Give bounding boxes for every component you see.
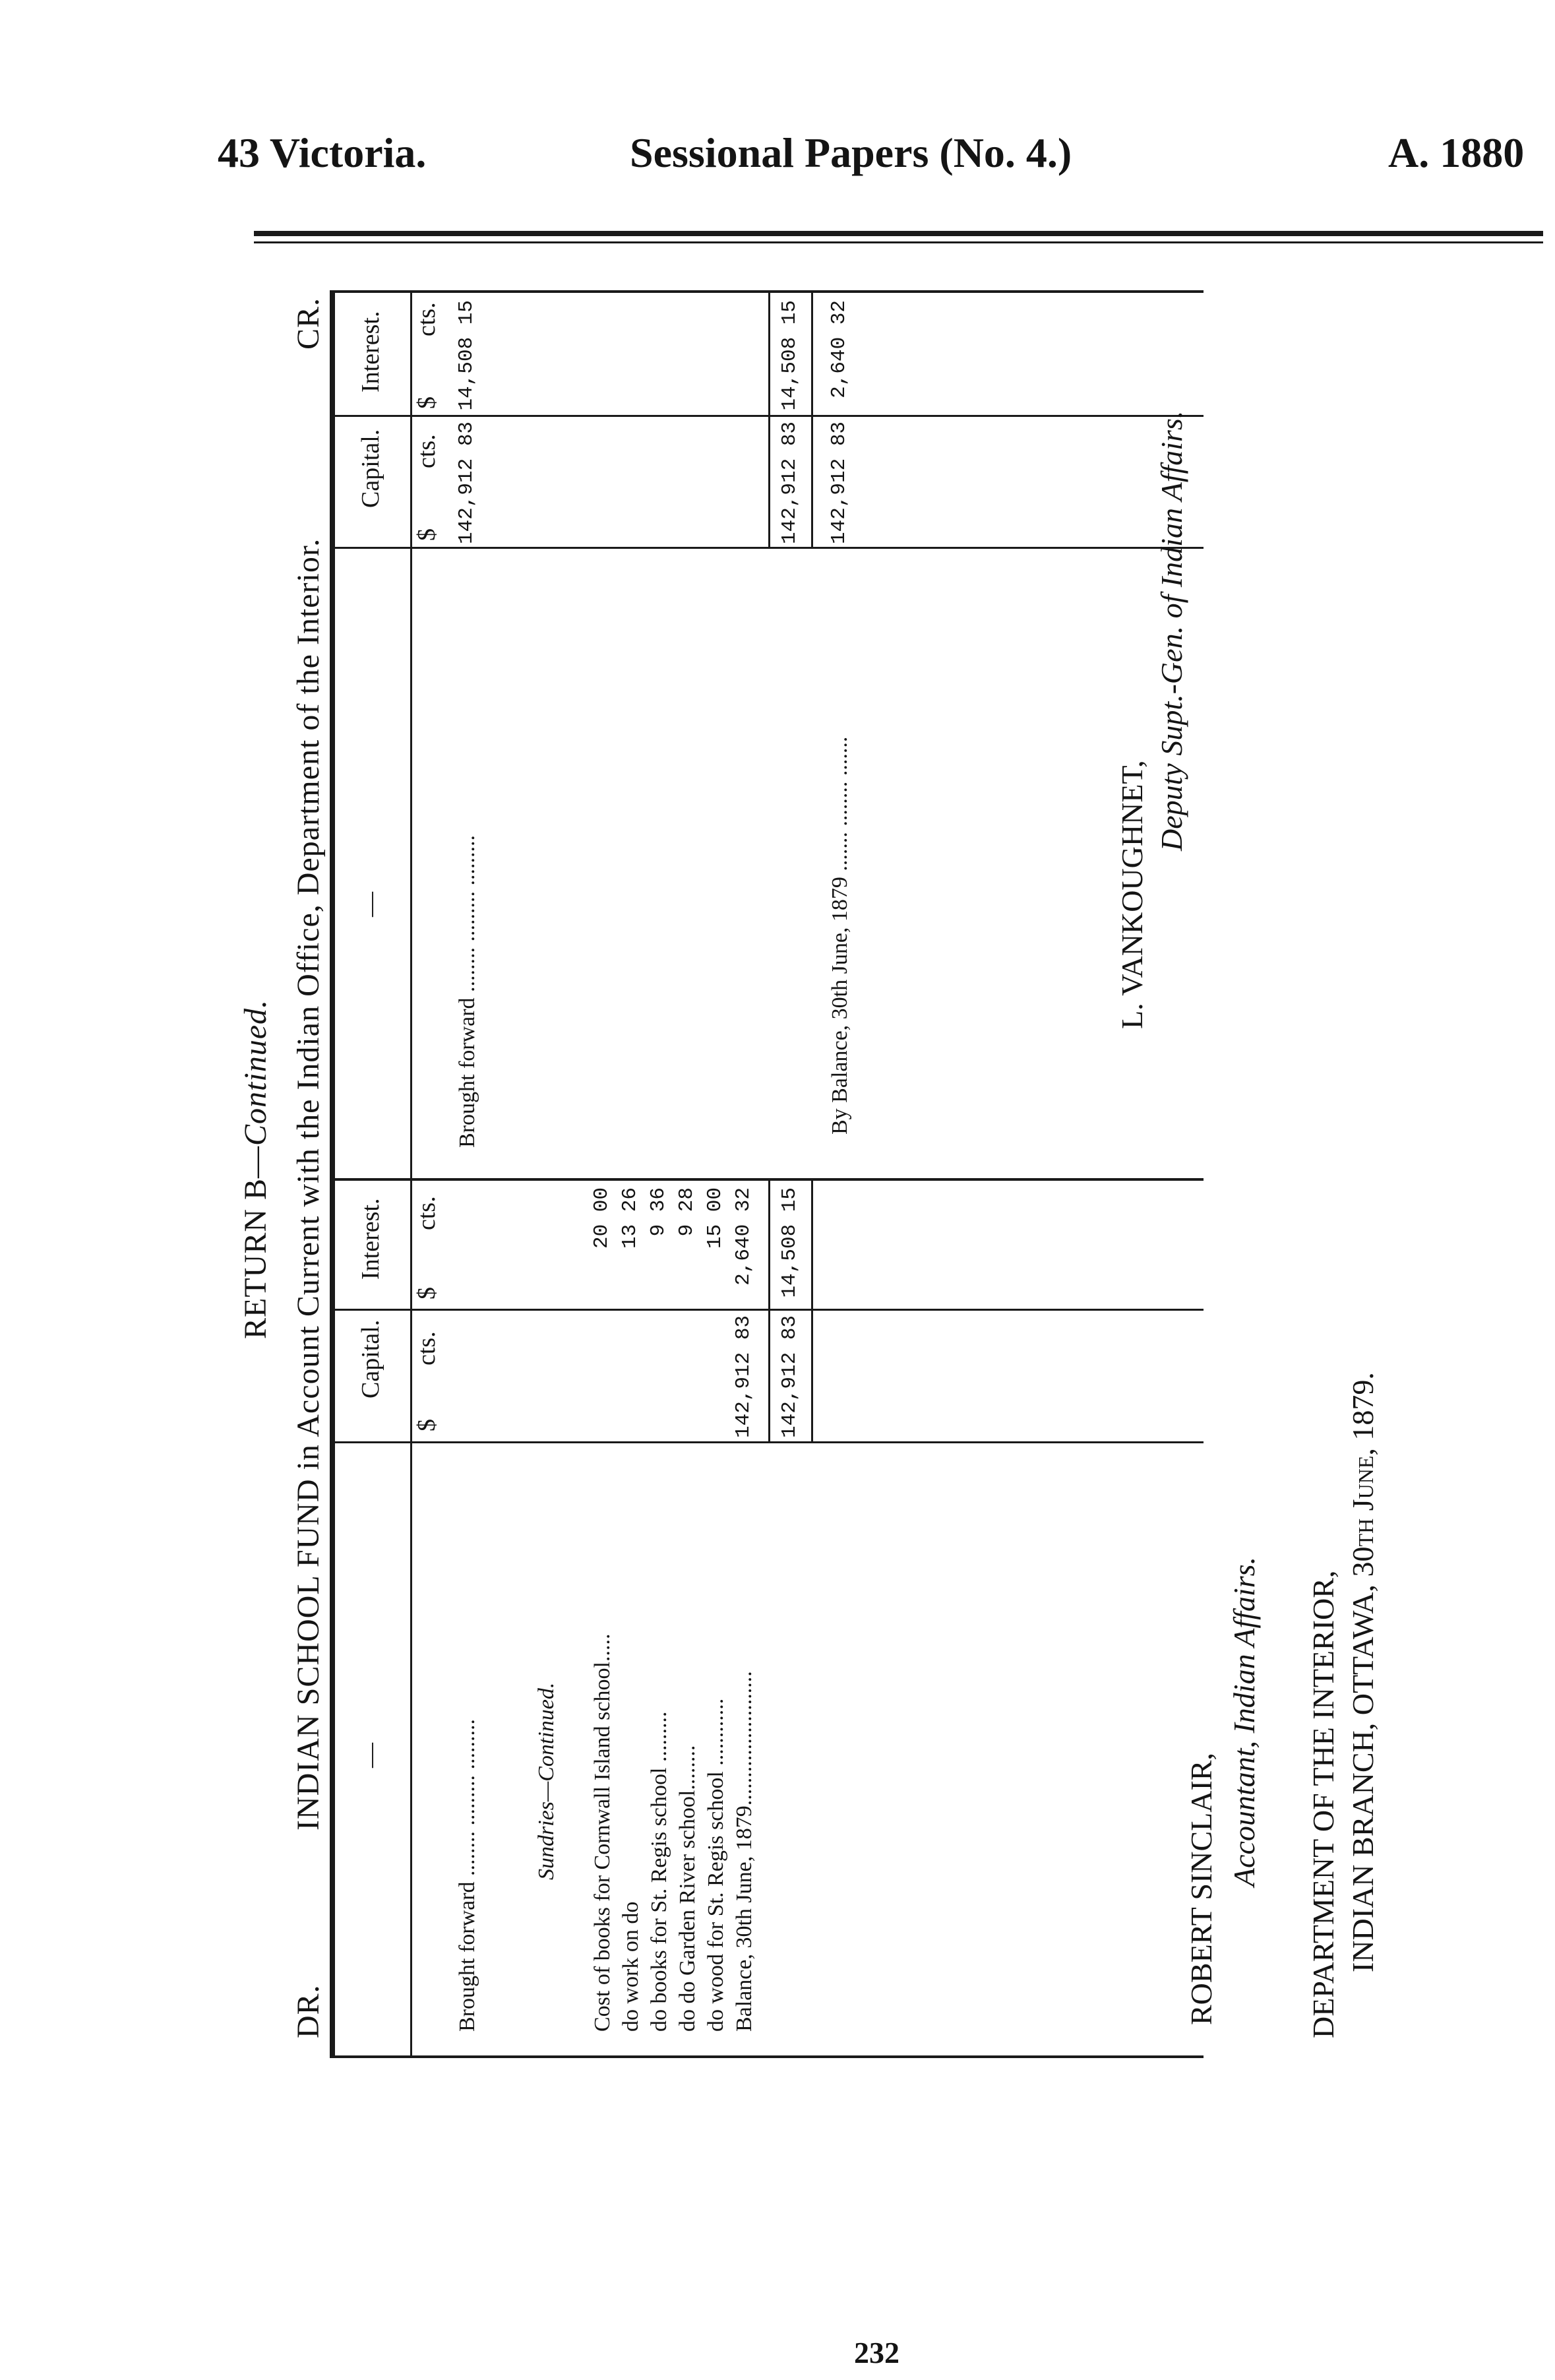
return-label: RETURN B— <box>238 1145 273 1339</box>
debit-row-interest: 13 26 <box>619 1187 642 1249</box>
debit-brought-forward: Brought forward ........ ......... ......... <box>455 1718 479 2032</box>
debit-row-label: Cost of books for Cornwall Island school..... <box>590 1633 615 2032</box>
credit-bf-interest: 14,508 15 <box>455 300 478 411</box>
header-left: 43 Victoria. <box>218 129 427 176</box>
rotated-account-page <box>224 290 1530 2058</box>
debit-sum-rule <box>768 1181 770 1441</box>
accountant-title: Accountant, Indian Affairs. <box>1227 1556 1261 1887</box>
debit-row-capital: 142,912 83 <box>732 1315 755 1438</box>
cr-label: CR. <box>291 297 326 350</box>
return-title <box>237 999 274 1339</box>
credit-brought-forward: Brought forward ........ ......... ......... <box>455 834 479 1148</box>
credit-total-rule <box>811 290 813 548</box>
debit-row-label: Balance, 30th June, 1879........................ <box>732 1671 756 2032</box>
table-top-rule <box>330 290 335 2058</box>
debit-dash: — <box>357 1743 384 1768</box>
accountant-name: ROBERT SINCLAIR, <box>1184 1753 1218 2025</box>
debit-capital-cts: cts. <box>413 1331 441 1365</box>
credit-capital-header: Capital. <box>357 429 384 508</box>
table-left-border <box>333 2055 1204 2058</box>
header-bottom-rule <box>410 290 412 2058</box>
debit-row-label: do wood for St. Regis school ............ <box>704 1698 728 2032</box>
debit-total-rule <box>811 1181 813 1441</box>
debit-capital-dollar: $ <box>413 1419 441 1431</box>
header-rule <box>254 231 1543 236</box>
credit-balance-label: By Balance, 30th June, 1879 ....... ........ ....... <box>828 736 852 1135</box>
credit-capital-cts: cts. <box>413 434 441 468</box>
credit-capital-dollar: $ <box>413 528 441 541</box>
sundries-heading: Sundries—Continued. <box>534 1682 559 1880</box>
department-line-2: INDIAN BRANCH, OTTAWA, 30th June, 1879. <box>1346 1372 1380 1972</box>
debit-interest-header: Interest. <box>357 1198 384 1280</box>
credit-total-capital: 142,912 83 <box>778 421 801 544</box>
debit-capital-header: Capital. <box>357 1319 384 1398</box>
department-line-1: DEPARTMENT OF THE INTERIOR, <box>1306 1570 1340 2038</box>
return-continued: Continued. <box>238 999 273 1146</box>
credit-sum-rule <box>768 290 770 548</box>
debit-row-label: do books for St. Regis school ......... <box>647 1711 671 2032</box>
dr-label: DR. <box>291 1984 326 2038</box>
debit-total-interest: 14,508 15 <box>778 1187 801 1298</box>
header-center: Sessional Papers (No. 4.) <box>630 129 1072 176</box>
credit-dash: — <box>357 892 384 917</box>
signatory-title: Deputy Supt.-Gen. of Indian Affairs. <box>1155 410 1188 851</box>
credit-balance-capital: 142,912 83 <box>828 421 851 544</box>
credit-balance-interest: 2,640 32 <box>828 300 851 398</box>
debit-interest-dollar: $ <box>413 1287 441 1300</box>
header-right: A. 1880 <box>1388 129 1525 176</box>
page-number: 232 <box>854 2336 899 2369</box>
account-title: INDIAN SCHOOL FUND in Account Current with the Indian Office, Department of the Interior. <box>291 538 326 1831</box>
debit-row-interest: 20 00 <box>590 1187 613 1249</box>
debit-capital-divider <box>333 1441 1204 1443</box>
credit-interest-dollar: $ <box>413 396 441 409</box>
header-rule-thin <box>254 241 1543 243</box>
debit-row-label: do do Garden River school........ <box>675 1745 700 2032</box>
credit-interest-cts: cts. <box>413 302 441 336</box>
debit-interest-cts: cts. <box>413 1196 441 1230</box>
debit-row-interest: 9 28 <box>675 1187 698 1237</box>
debit-total-capital: 142,912 83 <box>778 1315 801 1438</box>
credit-interest-header: Interest. <box>357 311 384 392</box>
credit-bf-capital: 142,912 83 <box>455 421 478 544</box>
debit-row-interest: 2,640 32 <box>732 1187 755 1286</box>
signatory-name: L. VANKOUGHNET, <box>1115 760 1149 1029</box>
debit-row-interest: 15 00 <box>704 1187 727 1249</box>
debit-row-label: do work on do <box>619 1901 643 2032</box>
debit-row-interest: 9 36 <box>647 1187 670 1237</box>
credit-total-interest: 14,508 15 <box>778 300 801 411</box>
